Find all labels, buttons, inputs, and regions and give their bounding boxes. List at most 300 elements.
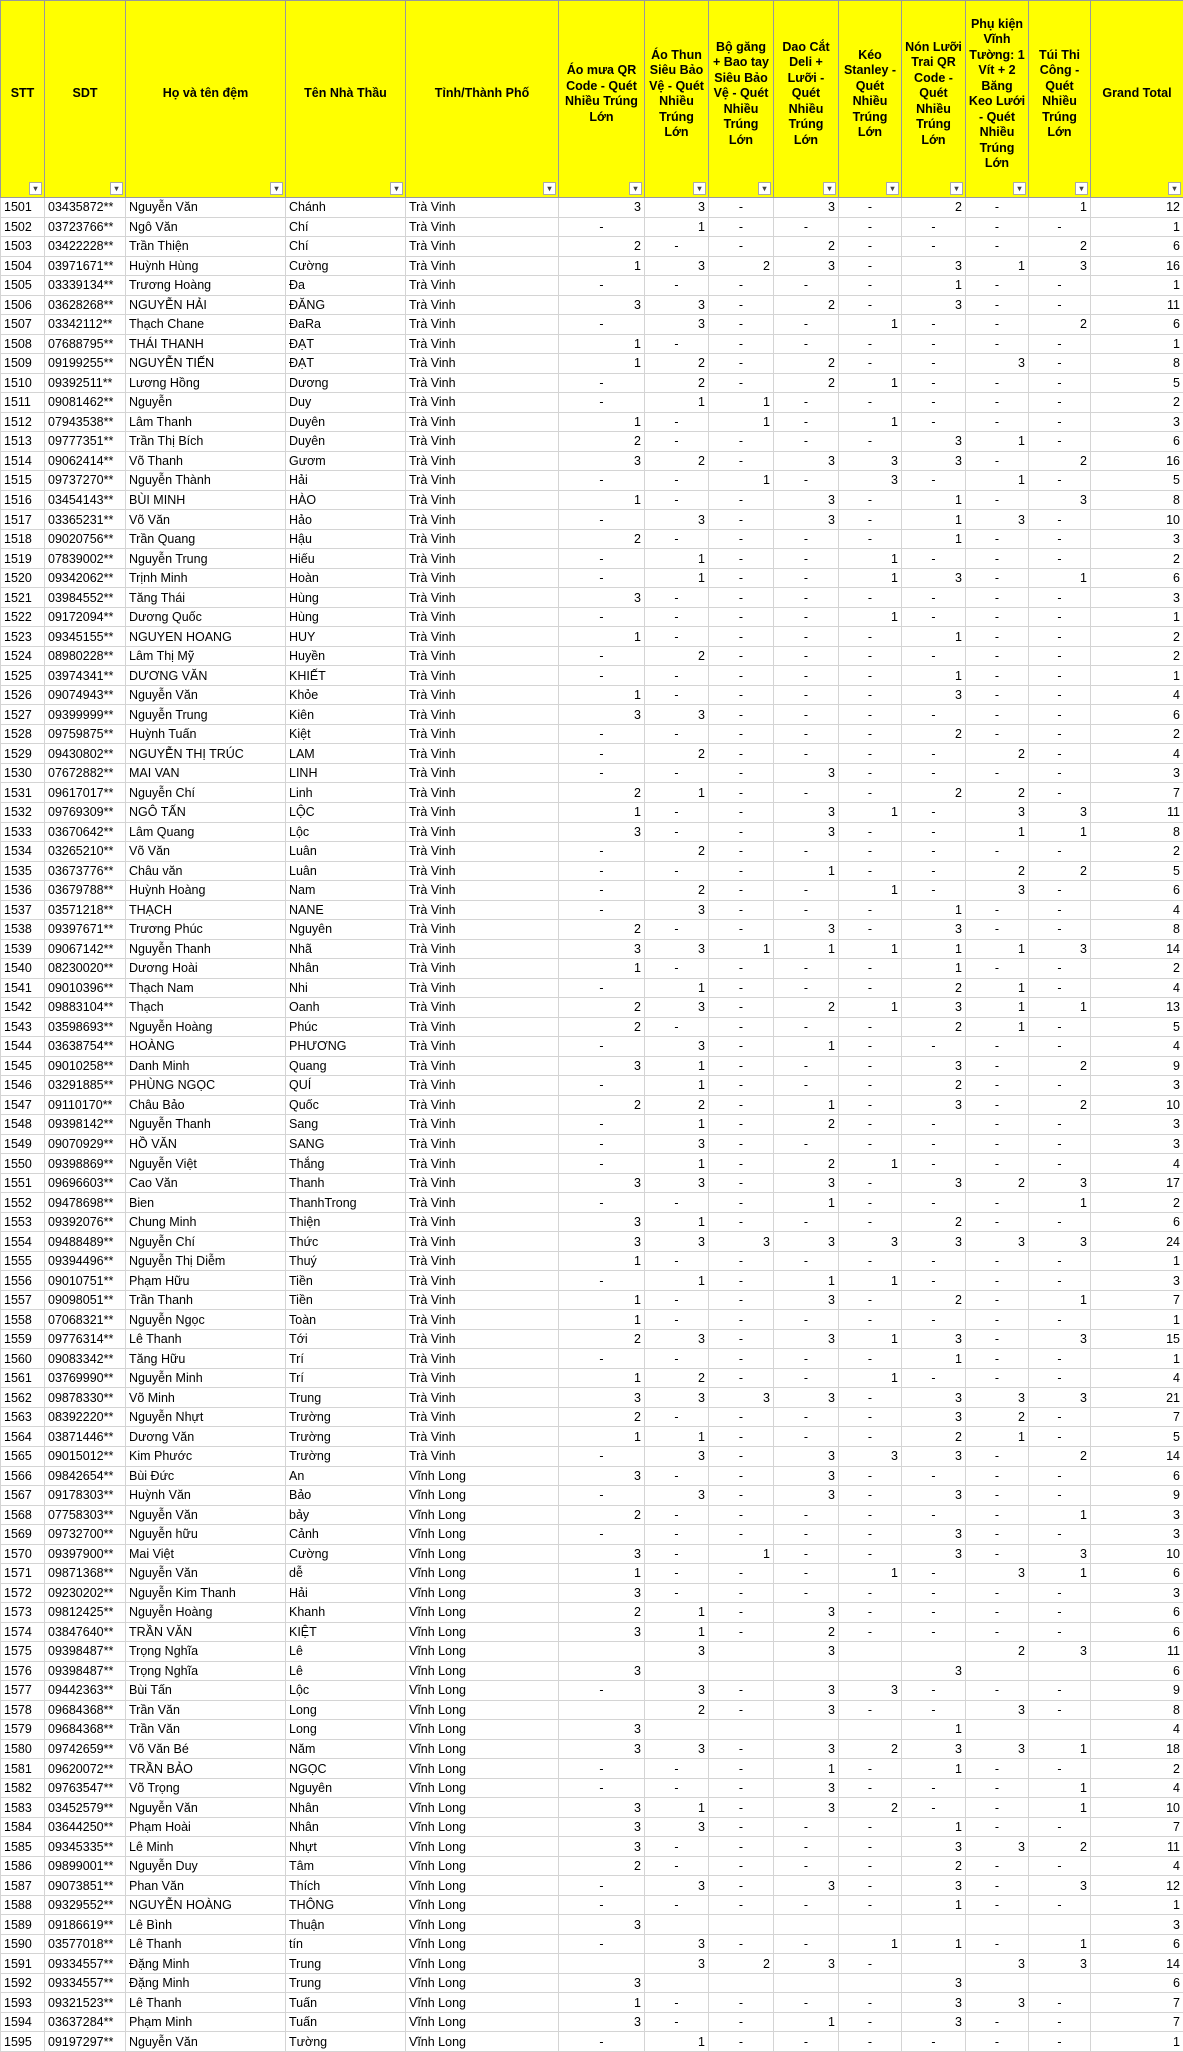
cell-tinh: Trà Vinh: [406, 393, 559, 413]
cell-dao-cat: 1: [774, 1095, 839, 1115]
cell-grand-total: 4: [1091, 1856, 1183, 1876]
cell-grand-total: 11: [1091, 1837, 1183, 1857]
cell-phu-kien: -: [966, 198, 1029, 218]
cell-sdt: 09334557**: [45, 1973, 126, 1993]
cell-bo-gang: 3: [709, 1232, 774, 1252]
cell-phu-kien: -: [966, 1895, 1029, 1915]
cell-keo: -: [839, 2032, 902, 2052]
table-row: [1, 842, 1183, 862]
cell-sdt: 09617017**: [45, 783, 126, 803]
table-row: [1, 959, 1183, 979]
cell-tinh: Trà Vinh: [406, 276, 559, 296]
cell-ao-mua: 2: [559, 1095, 645, 1115]
cell-tinh: Trà Vinh: [406, 1212, 559, 1232]
table-row: [1, 588, 1183, 608]
filter-dropdown-icon[interactable]: ▾: [390, 182, 403, 195]
cell-bo-gang: -: [709, 237, 774, 257]
cell-dao-cat: -: [774, 666, 839, 686]
cell-bo-gang: -: [709, 1837, 774, 1857]
cell-sdt: 03342112**: [45, 315, 126, 335]
cell-dao-cat: 1: [774, 1193, 839, 1213]
cell-phu-kien: -: [966, 724, 1029, 744]
cell-ho-ten: Tăng Hữu: [126, 1349, 286, 1369]
cell-sdt: 09067142**: [45, 939, 126, 959]
cell-ao-mua: -: [559, 276, 645, 296]
cell-bo-gang: 2: [709, 256, 774, 276]
table-row: [1, 490, 1183, 510]
cell-tinh: Trà Vinh: [406, 939, 559, 959]
column-header-label: Kéo Stanley - Quét Nhiều Trúng Lớn: [841, 48, 899, 151]
cell-tinh: Trà Vinh: [406, 1076, 559, 1096]
cell-dao-cat: -: [774, 276, 839, 296]
cell-sdt: 09010258**: [45, 1056, 126, 1076]
cell-keo: -: [839, 1759, 902, 1779]
filter-dropdown-icon[interactable]: ▾: [950, 182, 963, 195]
cell-bo-gang: -: [709, 1993, 774, 2013]
cell-ten: Tuấn: [286, 2012, 406, 2032]
cell-grand-total: 1: [1091, 1349, 1183, 1369]
cell-bo-gang: -: [709, 1427, 774, 1447]
cell-non: 3: [902, 1407, 966, 1427]
cell-bo-gang: [709, 1642, 774, 1662]
cell-tui: -: [1029, 1700, 1091, 1720]
cell-ho-ten: THẠCH: [126, 900, 286, 920]
cell-tui: -: [1029, 1310, 1091, 1330]
cell-ho-ten: Nguyễn hữu: [126, 1525, 286, 1545]
cell-grand-total: 10: [1091, 1798, 1183, 1818]
cell-ao-mua: 3: [559, 295, 645, 315]
cell-ten: Tiền: [286, 1271, 406, 1291]
cell-sdt: 09398869**: [45, 1154, 126, 1174]
cell-bo-gang: -: [709, 490, 774, 510]
cell-grand-total: 5: [1091, 861, 1183, 881]
cell-bo-gang: [709, 1720, 774, 1740]
cell-ten: LAM: [286, 744, 406, 764]
cell-tui: -: [1029, 1349, 1091, 1369]
cell-dao-cat: -: [774, 842, 839, 862]
cell-ao-mua: -: [559, 1778, 645, 1798]
cell-ho-ten: NGÔ TẤN: [126, 802, 286, 822]
cell-keo: -: [839, 1876, 902, 1896]
cell-tinh: Trà Vinh: [406, 978, 559, 998]
cell-non: [902, 1642, 966, 1662]
cell-stt: 1513: [1, 432, 45, 452]
cell-tui: -: [1029, 217, 1091, 237]
cell-sdt: 03571218**: [45, 900, 126, 920]
cell-ho-ten: Dương Quốc: [126, 607, 286, 627]
column-header-label: Họ và tên đệm: [128, 86, 283, 112]
cell-stt: 1517: [1, 510, 45, 530]
cell-stt: 1545: [1, 1056, 45, 1076]
cell-sdt: 09345335**: [45, 1837, 126, 1857]
cell-sdt: 09812425**: [45, 1603, 126, 1623]
cell-tui: 2: [1029, 1837, 1091, 1857]
cell-phu-kien: -: [966, 1778, 1029, 1798]
cell-non: 3: [902, 1876, 966, 1896]
column-header-grand-total: [1091, 1, 1183, 198]
cell-tui: 1: [1029, 1739, 1091, 1759]
cell-keo: -: [839, 900, 902, 920]
table-row: [1, 1037, 1183, 1057]
cell-phu-kien: 3: [966, 1739, 1029, 1759]
cell-ao-thun: 1: [645, 1076, 709, 1096]
cell-ao-thun: 3: [645, 256, 709, 276]
cell-ao-thun: 1: [645, 1115, 709, 1135]
cell-sdt: 09345155**: [45, 627, 126, 647]
cell-bo-gang: -: [709, 1037, 774, 1057]
cell-ten: Khỏe: [286, 685, 406, 705]
cell-sdt: 03365231**: [45, 510, 126, 530]
cell-stt: 1540: [1, 959, 45, 979]
cell-ten: Hảo: [286, 510, 406, 530]
cell-non: 1: [902, 627, 966, 647]
table-body: [1, 198, 1183, 2052]
cell-ao-mua: -: [559, 666, 645, 686]
cell-sdt: 09020756**: [45, 529, 126, 549]
cell-tinh: Trà Vinh: [406, 510, 559, 530]
cell-phu-kien: -: [966, 1603, 1029, 1623]
cell-grand-total: 10: [1091, 1095, 1183, 1115]
cell-bo-gang: -: [709, 1934, 774, 1954]
cell-phu-kien: -: [966, 1251, 1029, 1271]
cell-sdt: 08980228**: [45, 646, 126, 666]
cell-ao-thun: -: [645, 529, 709, 549]
cell-keo: -: [839, 1349, 902, 1369]
cell-phu-kien: 1: [966, 1427, 1029, 1447]
cell-grand-total: 8: [1091, 920, 1183, 940]
cell-non: -: [902, 549, 966, 569]
cell-bo-gang: -: [709, 334, 774, 354]
cell-ten: Long: [286, 1720, 406, 1740]
cell-stt: 1556: [1, 1271, 45, 1291]
cell-ho-ten: Võ Minh: [126, 1388, 286, 1408]
cell-dao-cat: 3: [774, 1329, 839, 1349]
cell-ao-thun: 3: [645, 1954, 709, 1974]
cell-ten: Nhã: [286, 939, 406, 959]
cell-keo: -: [839, 1290, 902, 1310]
cell-sdt: 09199255**: [45, 354, 126, 374]
column-header-non: [902, 1, 966, 198]
cell-tui: 3: [1029, 1642, 1091, 1662]
cell-dao-cat: 3: [774, 490, 839, 510]
cell-stt: 1551: [1, 1173, 45, 1193]
filter-dropdown-icon[interactable]: ▾: [543, 182, 556, 195]
cell-ao-mua: 1: [559, 959, 645, 979]
cell-ao-mua: -: [559, 568, 645, 588]
table-row: [1, 198, 1183, 218]
cell-keo: -: [839, 1134, 902, 1154]
cell-tinh: Vĩnh Long: [406, 1681, 559, 1701]
cell-ho-ten: HỒ VĂN: [126, 1134, 286, 1154]
table-row: [1, 1154, 1183, 1174]
cell-phu-kien: -: [966, 276, 1029, 296]
cell-dao-cat: 3: [774, 822, 839, 842]
cell-tui: 1: [1029, 568, 1091, 588]
cell-sdt: 09334557**: [45, 1954, 126, 1974]
cell-tinh: Trà Vinh: [406, 1232, 559, 1252]
cell-keo: 1: [839, 881, 902, 901]
cell-bo-gang: -: [709, 724, 774, 744]
cell-keo: 1: [839, 802, 902, 822]
cell-phu-kien: -: [966, 1095, 1029, 1115]
cell-ao-thun: -: [645, 588, 709, 608]
cell-phu-kien: -: [966, 607, 1029, 627]
cell-dao-cat: 2: [774, 1622, 839, 1642]
cell-tinh: Vĩnh Long: [406, 1564, 559, 1584]
cell-sdt: 09230202**: [45, 1583, 126, 1603]
cell-dao-cat: 3: [774, 1739, 839, 1759]
cell-ten: Thiện: [286, 1212, 406, 1232]
filter-dropdown-icon[interactable]: ▾: [1013, 182, 1026, 195]
cell-ao-thun: -: [645, 959, 709, 979]
table-row: [1, 1017, 1183, 1037]
cell-ao-thun: 3: [645, 1173, 709, 1193]
cell-dao-cat: 3: [774, 1486, 839, 1506]
table-row: [1, 1251, 1183, 1271]
cell-phu-kien: 3: [966, 1837, 1029, 1857]
cell-tinh: Vĩnh Long: [406, 1544, 559, 1564]
cell-ho-ten: Lê Thanh: [126, 1934, 286, 1954]
filter-dropdown-icon[interactable]: ▾: [693, 182, 706, 195]
cell-stt: 1504: [1, 256, 45, 276]
cell-stt: 1577: [1, 1681, 45, 1701]
cell-ten: tín: [286, 1934, 406, 1954]
cell-ho-ten: Trần Văn: [126, 1700, 286, 1720]
cell-sdt: 09394496**: [45, 1251, 126, 1271]
cell-dao-cat: 3: [774, 763, 839, 783]
cell-tinh: Vĩnh Long: [406, 1759, 559, 1779]
cell-ao-mua: 1: [559, 490, 645, 510]
cell-non: 2: [902, 978, 966, 998]
cell-stt: 1567: [1, 1486, 45, 1506]
filter-dropdown-icon[interactable]: ▾: [758, 182, 771, 195]
cell-stt: 1566: [1, 1466, 45, 1486]
cell-grand-total: 5: [1091, 373, 1183, 393]
cell-stt: 1528: [1, 724, 45, 744]
cell-ten: Hùng: [286, 588, 406, 608]
cell-ao-mua: 2: [559, 783, 645, 803]
cell-ten: Duyên: [286, 432, 406, 452]
cell-ao-mua: -: [559, 217, 645, 237]
cell-ao-thun: 3: [645, 315, 709, 335]
cell-ao-thun: 3: [645, 1037, 709, 1057]
cell-bo-gang: -: [709, 1778, 774, 1798]
cell-bo-gang: 2: [709, 1954, 774, 1974]
cell-ho-ten: Thạch Nam: [126, 978, 286, 998]
cell-grand-total: 5: [1091, 1427, 1183, 1447]
column-header-phu-kien: [966, 1, 1029, 198]
cell-ao-mua: 2: [559, 432, 645, 452]
cell-grand-total: 6: [1091, 315, 1183, 335]
cell-grand-total: 1: [1091, 1895, 1183, 1915]
filter-dropdown-icon[interactable]: ▾: [886, 182, 899, 195]
cell-tinh: Vĩnh Long: [406, 1837, 559, 1857]
cell-grand-total: 8: [1091, 822, 1183, 842]
cell-stt: 1520: [1, 568, 45, 588]
cell-stt: 1584: [1, 1817, 45, 1837]
cell-ao-mua: 2: [559, 529, 645, 549]
cell-non: -: [902, 861, 966, 881]
cell-dao-cat: -: [774, 1056, 839, 1076]
cell-ten: Tâm: [286, 1856, 406, 1876]
cell-keo: -: [839, 1583, 902, 1603]
cell-phu-kien: 2: [966, 1173, 1029, 1193]
cell-tinh: Trà Vinh: [406, 1115, 559, 1135]
cell-tinh: Trà Vinh: [406, 1290, 559, 1310]
cell-sdt: 09321523**: [45, 1993, 126, 2013]
cell-ten: Trung: [286, 1388, 406, 1408]
filter-dropdown-icon[interactable]: ▾: [1168, 182, 1181, 195]
cell-stt: 1578: [1, 1700, 45, 1720]
cell-tui: 2: [1029, 451, 1091, 471]
cell-phu-kien: -: [966, 1056, 1029, 1076]
cell-non: 1: [902, 1720, 966, 1740]
cell-grand-total: 11: [1091, 295, 1183, 315]
cell-dao-cat: 1: [774, 861, 839, 881]
cell-dao-cat: -: [774, 705, 839, 725]
cell-tinh: Vĩnh Long: [406, 1876, 559, 1896]
cell-tinh: Trà Vinh: [406, 315, 559, 335]
cell-grand-total: 4: [1091, 1720, 1183, 1740]
cell-tui: -: [1029, 842, 1091, 862]
filter-dropdown-icon[interactable]: ▾: [270, 182, 283, 195]
cell-bo-gang: -: [709, 1290, 774, 1310]
cell-tui: 1: [1029, 822, 1091, 842]
cell-tinh: Vĩnh Long: [406, 1603, 559, 1623]
table-row: [1, 1993, 1183, 2013]
cell-ten: Trường: [286, 1407, 406, 1427]
cell-tinh: Trà Vinh: [406, 237, 559, 257]
cell-phu-kien: -: [966, 842, 1029, 862]
cell-phu-kien: -: [966, 763, 1029, 783]
cell-ho-ten: Huỳnh Văn: [126, 1486, 286, 1506]
cell-stt: 1509: [1, 354, 45, 374]
cell-tui: -: [1029, 432, 1091, 452]
cell-dao-cat: 3: [774, 802, 839, 822]
cell-keo: 1: [839, 939, 902, 959]
cell-ao-thun: -: [645, 763, 709, 783]
cell-ten: dễ: [286, 1564, 406, 1584]
cell-ao-mua: -: [559, 471, 645, 491]
cell-keo: -: [839, 1076, 902, 1096]
cell-tui: -: [1029, 1115, 1091, 1135]
cell-ao-mua: 1: [559, 1427, 645, 1447]
cell-dao-cat: -: [774, 1407, 839, 1427]
cell-keo: -: [839, 1837, 902, 1857]
cell-ao-mua: [559, 1642, 645, 1662]
table-row: [1, 1915, 1183, 1935]
cell-tinh: Trà Vinh: [406, 256, 559, 276]
table-row: [1, 354, 1183, 374]
cell-grand-total: 3: [1091, 588, 1183, 608]
cell-tui: -: [1029, 334, 1091, 354]
cell-tui: -: [1029, 393, 1091, 413]
cell-dao-cat: -: [774, 588, 839, 608]
cell-bo-gang: 1: [709, 939, 774, 959]
cell-ao-thun: -: [645, 1505, 709, 1525]
cell-ao-thun: 3: [645, 705, 709, 725]
cell-stt: 1573: [1, 1603, 45, 1623]
cell-ao-mua: -: [559, 607, 645, 627]
cell-tinh: Trà Vinh: [406, 920, 559, 940]
filter-dropdown-icon[interactable]: ▾: [29, 182, 42, 195]
cell-grand-total: 3: [1091, 1076, 1183, 1096]
cell-tinh: Trà Vinh: [406, 412, 559, 432]
cell-stt: 1594: [1, 2012, 45, 2032]
cell-grand-total: 2: [1091, 1193, 1183, 1213]
cell-ho-ten: DƯƠNG VĂN: [126, 666, 286, 686]
cell-phu-kien: 3: [966, 1388, 1029, 1408]
cell-sdt: 09732700**: [45, 1525, 126, 1545]
cell-non: [902, 1954, 966, 1974]
cell-stt: 1579: [1, 1720, 45, 1740]
table-row: [1, 646, 1183, 666]
cell-ten: Đa: [286, 276, 406, 296]
cell-ten: Luân: [286, 861, 406, 881]
cell-keo: [839, 1973, 902, 1993]
cell-stt: 1514: [1, 451, 45, 471]
cell-ao-mua: 1: [559, 627, 645, 647]
cell-ho-ten: Trần Quang: [126, 529, 286, 549]
cell-ao-mua: 3: [559, 1837, 645, 1857]
table-row: [1, 1095, 1183, 1115]
cell-bo-gang: -: [709, 920, 774, 940]
cell-ao-thun: -: [645, 1993, 709, 2013]
cell-grand-total: 4: [1091, 1037, 1183, 1057]
cell-grand-total: 1: [1091, 217, 1183, 237]
cell-phu-kien: 3: [966, 510, 1029, 530]
cell-stt: 1522: [1, 607, 45, 627]
cell-non: [902, 1915, 966, 1935]
table-row: [1, 295, 1183, 315]
table-row: [1, 510, 1183, 530]
cell-bo-gang: -: [709, 1310, 774, 1330]
cell-tui: -: [1029, 685, 1091, 705]
cell-sdt: 07839002**: [45, 549, 126, 569]
cell-tinh: Trà Vinh: [406, 763, 559, 783]
cell-phu-kien: -: [966, 1934, 1029, 1954]
cell-tui: 3: [1029, 939, 1091, 959]
cell-ao-mua: 3: [559, 1388, 645, 1408]
cell-tinh: Trà Vinh: [406, 432, 559, 452]
cell-sdt: 09759875**: [45, 724, 126, 744]
cell-stt: 1544: [1, 1037, 45, 1057]
filter-dropdown-icon[interactable]: ▾: [1075, 182, 1088, 195]
cell-dao-cat: 1: [774, 1271, 839, 1291]
cell-keo: -: [839, 1895, 902, 1915]
cell-ten: Trí: [286, 1349, 406, 1369]
cell-tui: -: [1029, 588, 1091, 608]
filter-dropdown-icon[interactable]: ▾: [110, 182, 123, 195]
filter-dropdown-icon[interactable]: ▾: [629, 182, 642, 195]
cell-stt: 1581: [1, 1759, 45, 1779]
table-row: [1, 744, 1183, 764]
cell-bo-gang: -: [709, 1622, 774, 1642]
cell-tui: -: [1029, 1895, 1091, 1915]
cell-phu-kien: -: [966, 920, 1029, 940]
cell-bo-gang: -: [709, 1583, 774, 1603]
cell-non: -: [902, 1681, 966, 1701]
cell-bo-gang: -: [709, 783, 774, 803]
cell-bo-gang: -: [709, 1856, 774, 1876]
cell-ho-ten: Trần Văn: [126, 1720, 286, 1740]
table-row: [1, 432, 1183, 452]
cell-phu-kien: -: [966, 373, 1029, 393]
table-row: [1, 1427, 1183, 1447]
cell-ao-thun: 2: [645, 1095, 709, 1115]
filter-dropdown-icon[interactable]: ▾: [823, 182, 836, 195]
cell-keo: 2: [839, 1739, 902, 1759]
